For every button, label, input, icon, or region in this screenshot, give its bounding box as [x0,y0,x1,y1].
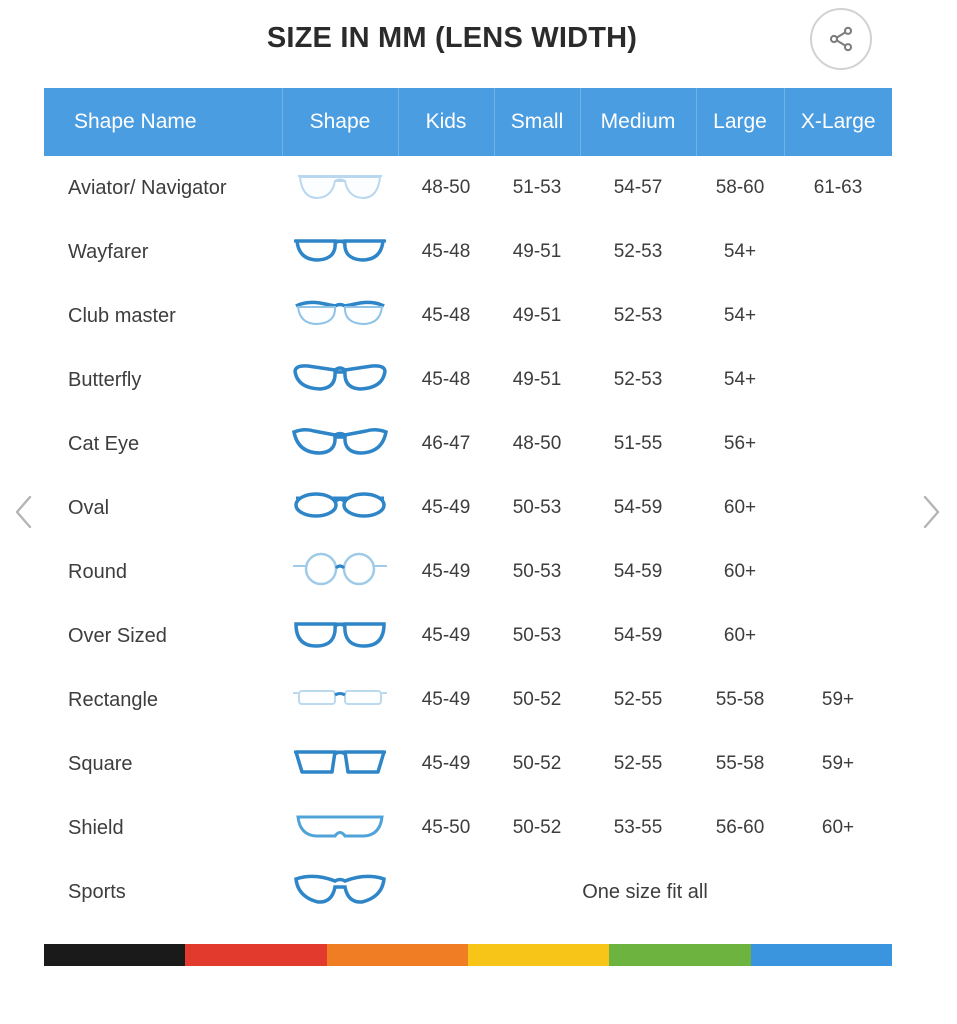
cell-medium: 54-59 [613,497,663,518]
cell-medium: 52-55 [613,689,663,710]
cell-large: 56+ [723,433,757,454]
color-swatch-orange [327,944,468,966]
cell-kids: 46-47 [421,433,471,454]
cell-xlarge [784,540,892,604]
cell-large: 55-58 [715,753,765,774]
cell-medium: 54-59 [613,561,663,582]
column-header-shape-name: Shape Name [44,88,282,156]
share-icon [827,25,855,53]
cell-shape-name: Aviator/ Navigator [68,176,227,199]
cell-shape-name: Rectangle [68,688,159,711]
cell-medium: 52-53 [613,305,663,326]
sports-glasses-icon [290,869,390,909]
rectangle-glasses-icon [290,677,390,717]
cell-medium: 52-53 [613,241,663,262]
table-row [44,540,892,604]
cell-small: 50-53 [512,625,562,646]
share-button[interactable] [810,8,872,70]
cell-kids: 45-49 [421,497,471,518]
table-row [44,156,892,220]
cell-shape-name: Shield [68,816,124,839]
cell-shape-name: Oval [68,496,110,519]
cell-kids: 45-49 [421,561,471,582]
chevron-left-icon [8,490,42,534]
cell-medium: 54-57 [613,177,663,198]
cell-xlarge [784,476,892,540]
cell-shape-image [282,668,398,732]
table-row [44,476,892,540]
cell-shape-image [282,732,398,796]
cell-shape-image [282,220,398,284]
table-row [44,220,892,284]
cell-small: 49-51 [512,241,562,262]
cell-small: 50-53 [512,561,562,582]
cell-small: 50-52 [512,689,562,710]
cell-kids: 45-48 [421,369,471,390]
cell-shape-image [282,348,398,412]
cell-small: 50-53 [512,497,562,518]
cell-large: 54+ [723,369,757,390]
cell-medium: 52-55 [613,753,663,774]
cell-shape-name: Wayfarer [68,240,149,263]
carousel-next-button[interactable] [913,490,947,534]
column-header-xlarge: X-Large [784,88,892,156]
cell-shape-name: Butterfly [68,368,142,391]
aviator-glasses-icon [290,165,390,205]
cell-large: 58-60 [715,177,765,198]
cell-kids: 48-50 [421,177,471,198]
cell-medium: 53-55 [613,817,663,838]
table-row [44,668,892,732]
size-chart-card [12,0,892,1024]
cell-kids: 45-49 [421,753,471,774]
column-header-small: Small [494,88,580,156]
cell-large: 60+ [723,497,757,518]
chevron-right-icon [913,490,947,534]
cell-shape-image [282,284,398,348]
column-header-large: Large [696,88,784,156]
cell-small: 48-50 [512,433,562,454]
cell-shape-name: Cat Eye [68,432,140,455]
cell-shape-image [282,476,398,540]
cell-one-size-note: One size fit all [582,880,708,903]
cell-shape-name: Sports [68,880,126,903]
cell-kids: 45-49 [421,625,471,646]
cell-shape-image [282,860,398,924]
cell-medium: 54-59 [613,625,663,646]
clubmaster-glasses-icon [290,293,390,333]
cell-shape-image [282,604,398,668]
size-chart-table [44,88,892,924]
color-swatch-yellow [468,944,609,966]
cell-shape-name: Over Sized [68,624,167,647]
color-swatch-black [44,944,185,966]
table-header-row [44,88,892,156]
column-header-kids: Kids [398,88,494,156]
cell-xlarge: 61-63 [813,177,863,198]
color-legend-bar [44,944,892,966]
cell-kids: 45-48 [421,305,471,326]
cell-shape-image [282,796,398,860]
column-header-medium: Medium [580,88,696,156]
cell-shape-image [282,156,398,220]
cell-small: 50-52 [512,817,562,838]
color-swatch-green [609,944,750,966]
square-glasses-icon [290,741,390,781]
cell-shape-image [282,412,398,476]
cell-large: 56-60 [715,817,765,838]
cell-xlarge: 59+ [821,689,855,710]
oval-glasses-icon [290,485,390,525]
cell-xlarge [784,284,892,348]
cell-small: 49-51 [512,369,562,390]
cell-xlarge [784,348,892,412]
cell-shape-name: Round [68,560,127,583]
cell-xlarge [784,220,892,284]
carousel-prev-button[interactable] [8,490,42,534]
table-row [44,860,892,924]
color-swatch-blue [751,944,892,966]
cell-xlarge: 59+ [821,753,855,774]
cell-small: 50-52 [512,753,562,774]
oversized-glasses-icon [290,613,390,653]
column-header-shape: Shape [282,88,398,156]
butterfly-glasses-icon [290,357,390,397]
cateye-glasses-icon [290,421,390,461]
cell-large: 54+ [723,241,757,262]
cell-shape-name: Club master [68,304,176,327]
cell-medium: 52-53 [613,369,663,390]
cell-small: 49-51 [512,305,562,326]
cell-xlarge [784,604,892,668]
cell-large: 60+ [723,561,757,582]
table-row [44,412,892,476]
table-row [44,604,892,668]
cell-xlarge [784,412,892,476]
page-title: SIZE IN MM (LENS WIDTH) [266,22,638,54]
table-row [44,348,892,412]
round-glasses-icon [290,549,390,589]
wayfarer-glasses-icon [290,229,390,269]
cell-large: 54+ [723,305,757,326]
cell-xlarge: 60+ [821,817,855,838]
cell-small: 51-53 [512,177,562,198]
table-row [44,732,892,796]
table-row [44,796,892,860]
cell-large: 55-58 [715,689,765,710]
cell-medium: 51-55 [613,433,663,454]
cell-kids: 45-48 [421,241,471,262]
color-swatch-red [185,944,326,966]
cell-shape-image [282,540,398,604]
cell-kids: 45-50 [421,817,471,838]
cell-shape-name: Square [68,752,133,775]
cell-large: 60+ [723,625,757,646]
table-row [44,284,892,348]
cell-kids: 45-49 [421,689,471,710]
shield-glasses-icon [290,805,390,845]
